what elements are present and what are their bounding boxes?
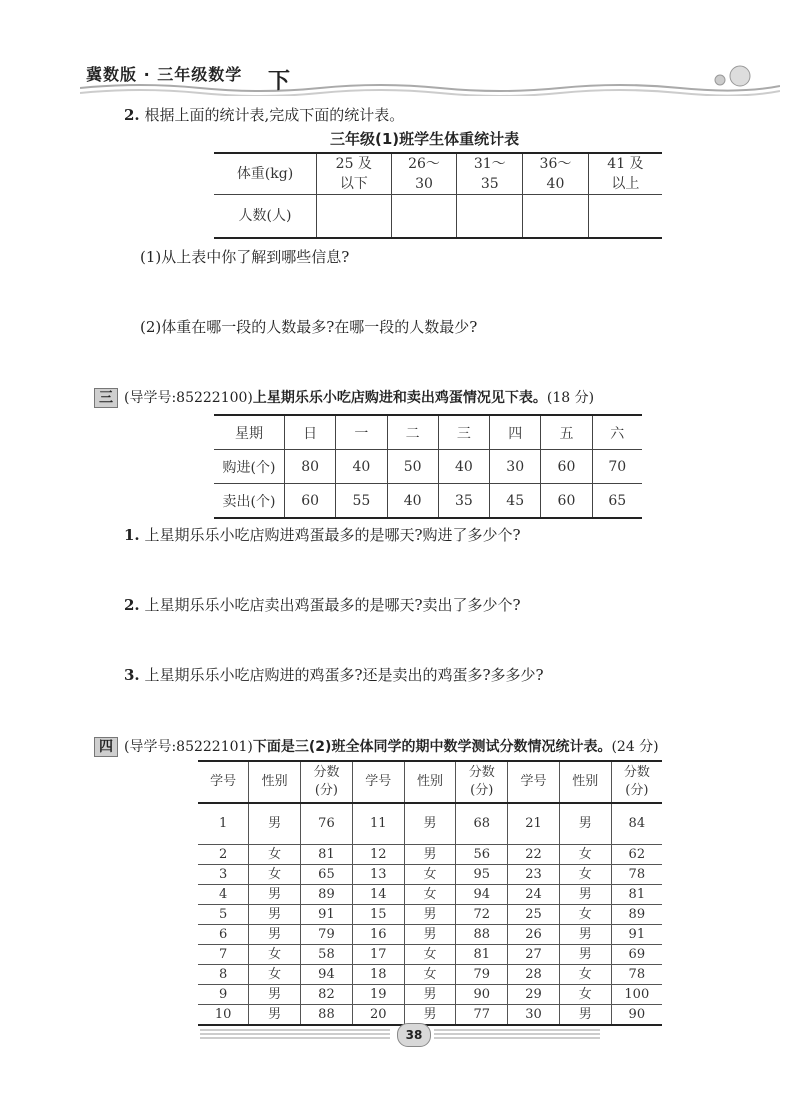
egg-cell: 40 bbox=[438, 450, 489, 484]
score-row bbox=[198, 945, 662, 965]
header-volume: 下 bbox=[268, 69, 291, 94]
sec3-heading bbox=[94, 387, 594, 408]
egg-cell: 30 bbox=[490, 450, 541, 484]
score-header-row bbox=[198, 761, 662, 803]
range-bottom: 以上 bbox=[611, 176, 640, 192]
score-cell: 90 bbox=[456, 985, 508, 1005]
score-cell: 18 bbox=[352, 965, 404, 985]
score-cell: 男 bbox=[404, 845, 456, 865]
egg-header-row bbox=[214, 415, 642, 450]
score-cell: 15 bbox=[352, 905, 404, 925]
sec3-guide: (导学号:85222100) bbox=[124, 390, 253, 406]
score-cell: 男 bbox=[559, 925, 611, 945]
score-row bbox=[198, 925, 662, 945]
score-cell: 20 bbox=[352, 1005, 404, 1026]
score-header-cell bbox=[456, 761, 508, 803]
sec3-q1-number: 1. bbox=[124, 526, 140, 544]
q2-number: 2. bbox=[124, 106, 140, 124]
score-row bbox=[198, 865, 662, 885]
score-row bbox=[198, 965, 662, 985]
score-cell: 男 bbox=[249, 885, 301, 905]
count-blank[interactable] bbox=[523, 195, 589, 239]
score-cell: 21 bbox=[508, 803, 560, 845]
sec3-score: (18 分) bbox=[546, 390, 595, 406]
count-label: 人数(人) bbox=[214, 195, 317, 239]
egg-header-cell: 五 bbox=[541, 415, 592, 450]
score-row bbox=[198, 885, 662, 905]
score-cell: 男 bbox=[559, 803, 611, 845]
score-cell: 12 bbox=[352, 845, 404, 865]
page-number: 38 bbox=[397, 1023, 431, 1047]
score-cell: 男 bbox=[404, 905, 456, 925]
score-cell: 19 bbox=[352, 985, 404, 1005]
score-cell: 94 bbox=[301, 965, 353, 985]
egg-cell: 65 bbox=[592, 484, 642, 519]
sec4-guide: (导学号:85222101) bbox=[124, 739, 253, 755]
score-cell: 69 bbox=[611, 945, 662, 965]
q2-sub1: (1)从上表中你了解到哪些信息? bbox=[140, 248, 350, 266]
range-cell bbox=[391, 153, 457, 195]
score-cell: 14 bbox=[352, 885, 404, 905]
sec3-badge: 三 bbox=[94, 388, 118, 408]
score-cell: 男 bbox=[404, 985, 456, 1005]
score-cell: 17 bbox=[352, 945, 404, 965]
egg-cell: 70 bbox=[592, 450, 642, 484]
score-cell: 25 bbox=[508, 905, 560, 925]
egg-cell: 35 bbox=[438, 484, 489, 519]
range-bottom: 35 bbox=[480, 176, 499, 192]
score-cell: 89 bbox=[301, 885, 353, 905]
score-cell: 81 bbox=[611, 885, 662, 905]
range-top: 31～ bbox=[473, 156, 506, 172]
score-cell: 女 bbox=[249, 865, 301, 885]
score-cell: 90 bbox=[611, 1005, 662, 1026]
range-top: 25 及 bbox=[335, 156, 372, 172]
egg-header-cell: 一 bbox=[336, 415, 387, 450]
score-cell: 62 bbox=[611, 845, 662, 865]
q2-text: 根据上面的统计表,完成下面的统计表。 bbox=[144, 106, 405, 124]
score-cell: 88 bbox=[301, 1005, 353, 1026]
score-cell: 1 bbox=[198, 803, 249, 845]
score-table bbox=[198, 760, 662, 1026]
score-cell: 男 bbox=[249, 985, 301, 1005]
score-cell: 女 bbox=[249, 965, 301, 985]
egg-row-bought bbox=[214, 450, 642, 484]
score-row bbox=[198, 985, 662, 1005]
score-cell: 女 bbox=[559, 965, 611, 985]
count-row bbox=[214, 195, 662, 239]
score-cell: 56 bbox=[456, 845, 508, 865]
weight-row bbox=[214, 153, 662, 195]
score-body bbox=[198, 803, 662, 1025]
sec3-q3-number: 3. bbox=[124, 666, 140, 684]
score-header-unit: (分) bbox=[314, 783, 339, 798]
score-cell: 72 bbox=[456, 905, 508, 925]
score-cell: 女 bbox=[559, 985, 611, 1005]
egg-row-sold bbox=[214, 484, 642, 519]
score-cell: 4 bbox=[198, 885, 249, 905]
score-header-cell: 学号 bbox=[352, 761, 404, 803]
egg-cell: 40 bbox=[336, 450, 387, 484]
count-blank[interactable] bbox=[317, 195, 392, 239]
score-cell: 23 bbox=[508, 865, 560, 885]
score-cell: 女 bbox=[559, 865, 611, 885]
score-header-cell bbox=[611, 761, 662, 803]
score-header-top: 分数 bbox=[468, 765, 495, 780]
score-cell: 女 bbox=[559, 905, 611, 925]
score-header-cell: 性别 bbox=[559, 761, 611, 803]
score-cell: 6 bbox=[198, 925, 249, 945]
count-blank[interactable] bbox=[588, 195, 662, 239]
score-cell: 88 bbox=[456, 925, 508, 945]
score-header-cell: 性别 bbox=[404, 761, 456, 803]
egg-cell: 60 bbox=[541, 484, 592, 519]
score-cell: 3 bbox=[198, 865, 249, 885]
egg-cell: 50 bbox=[387, 450, 438, 484]
score-cell: 5 bbox=[198, 905, 249, 925]
score-cell: 29 bbox=[508, 985, 560, 1005]
score-header-cell: 性别 bbox=[249, 761, 301, 803]
score-cell: 26 bbox=[508, 925, 560, 945]
range-cell bbox=[588, 153, 662, 195]
score-cell: 68 bbox=[456, 803, 508, 845]
score-cell: 女 bbox=[404, 965, 456, 985]
egg-header-cell: 六 bbox=[592, 415, 642, 450]
score-header-unit: (分) bbox=[625, 783, 649, 798]
score-cell: 91 bbox=[301, 905, 353, 925]
sec3-q2 bbox=[124, 594, 521, 615]
sec3-q2-text: 上星期乐乐小吃店卖出鸡蛋最多的是哪天?卖出了多少个? bbox=[144, 596, 521, 614]
sec3-q3-text: 上星期乐乐小吃店购进的鸡蛋多?还是卖出的鸡蛋多?多多少? bbox=[144, 666, 544, 684]
count-blank[interactable] bbox=[391, 195, 457, 239]
score-cell: 13 bbox=[352, 865, 404, 885]
score-header-cell: 学号 bbox=[198, 761, 249, 803]
score-cell: 24 bbox=[508, 885, 560, 905]
score-cell: 7 bbox=[198, 945, 249, 965]
score-row bbox=[198, 845, 662, 865]
egg-cell: 60 bbox=[541, 450, 592, 484]
egg-cell: 40 bbox=[387, 484, 438, 519]
sec4-score: (24 分) bbox=[611, 739, 659, 755]
score-cell: 58 bbox=[301, 945, 353, 965]
range-top: 26～ bbox=[408, 156, 440, 172]
sec3-text: 上星期乐乐小吃店购进和卖出鸡蛋情况见下表。 bbox=[252, 390, 547, 406]
range-cell bbox=[317, 153, 392, 195]
score-cell: 男 bbox=[249, 905, 301, 925]
sec4-text: 下面是三(2)班全体同学的期中数学测试分数情况统计表。 bbox=[252, 739, 612, 755]
score-header-top: 分数 bbox=[623, 765, 650, 780]
sec3-q1-text: 上星期乐乐小吃店购进鸡蛋最多的是哪天?购进了多少个? bbox=[144, 526, 521, 544]
score-cell: 女 bbox=[559, 845, 611, 865]
egg-cell: 60 bbox=[285, 484, 336, 519]
score-cell: 男 bbox=[404, 1005, 456, 1026]
range-cell bbox=[457, 153, 523, 195]
score-cell: 100 bbox=[611, 985, 662, 1005]
score-row bbox=[198, 1005, 662, 1026]
score-cell: 82 bbox=[301, 985, 353, 1005]
weight-table bbox=[214, 152, 662, 239]
score-cell: 男 bbox=[249, 803, 301, 845]
score-cell: 30 bbox=[508, 1005, 560, 1026]
range-cell bbox=[523, 153, 589, 195]
score-cell: 91 bbox=[611, 925, 662, 945]
egg-header-cell: 星期 bbox=[214, 415, 285, 450]
egg-table bbox=[214, 414, 642, 519]
range-top: 36～ bbox=[539, 156, 572, 172]
score-cell: 女 bbox=[404, 865, 456, 885]
score-cell: 94 bbox=[456, 885, 508, 905]
range-bottom: 以下 bbox=[339, 176, 368, 192]
score-cell: 95 bbox=[456, 865, 508, 885]
score-cell: 男 bbox=[249, 1005, 301, 1026]
q2-sub2: (2)体重在哪一段的人数最多?在哪一段的人数最少? bbox=[140, 318, 478, 336]
score-header-cell bbox=[301, 761, 353, 803]
score-header-top: 分数 bbox=[313, 765, 340, 780]
egg-header-cell: 四 bbox=[490, 415, 541, 450]
score-cell: 27 bbox=[508, 945, 560, 965]
header-title: 冀数版 · 三年级数学 bbox=[86, 65, 243, 84]
score-cell: 65 bbox=[301, 865, 353, 885]
range-top: 41 及 bbox=[607, 156, 644, 172]
egg-cell: 卖出(个) bbox=[214, 484, 285, 519]
score-cell: 2 bbox=[198, 845, 249, 865]
score-cell: 76 bbox=[301, 803, 353, 845]
sec4-heading bbox=[94, 736, 659, 757]
egg-header-cell: 日 bbox=[285, 415, 336, 450]
egg-cell: 55 bbox=[336, 484, 387, 519]
score-cell: 男 bbox=[404, 925, 456, 945]
q2-line bbox=[124, 104, 404, 125]
score-cell: 28 bbox=[508, 965, 560, 985]
score-cell: 78 bbox=[611, 865, 662, 885]
score-cell: 84 bbox=[611, 803, 662, 845]
score-cell: 79 bbox=[301, 925, 353, 945]
score-cell: 81 bbox=[301, 845, 353, 865]
score-row bbox=[198, 803, 662, 845]
score-cell: 女 bbox=[249, 845, 301, 865]
score-cell: 79 bbox=[456, 965, 508, 985]
score-cell: 16 bbox=[352, 925, 404, 945]
egg-header-cell: 二 bbox=[387, 415, 438, 450]
sec3-q3 bbox=[124, 664, 544, 685]
score-cell: 9 bbox=[198, 985, 249, 1005]
egg-header-cell: 三 bbox=[438, 415, 489, 450]
score-cell: 11 bbox=[352, 803, 404, 845]
range-bottom: 40 bbox=[546, 176, 565, 192]
score-cell: 男 bbox=[404, 803, 456, 845]
weight-table-title: 三年级(1)班学生体重统计表 bbox=[330, 130, 520, 148]
sec3-q1 bbox=[124, 524, 521, 545]
count-blank[interactable] bbox=[457, 195, 523, 239]
score-header-unit: (分) bbox=[470, 783, 494, 798]
egg-cell: 80 bbox=[285, 450, 336, 484]
score-cell: 77 bbox=[456, 1005, 508, 1026]
score-cell: 81 bbox=[456, 945, 508, 965]
score-cell: 22 bbox=[508, 845, 560, 865]
sec3-q2-number: 2. bbox=[124, 596, 140, 614]
score-cell: 8 bbox=[198, 965, 249, 985]
sec4-badge: 四 bbox=[94, 737, 118, 757]
score-cell: 女 bbox=[249, 945, 301, 965]
score-cell: 78 bbox=[611, 965, 662, 985]
range-bottom: 30 bbox=[415, 176, 433, 192]
score-header-cell: 学号 bbox=[508, 761, 560, 803]
score-cell: 10 bbox=[198, 1005, 249, 1026]
score-cell: 男 bbox=[559, 1005, 611, 1026]
score-cell: 女 bbox=[404, 885, 456, 905]
score-cell: 女 bbox=[404, 945, 456, 965]
egg-cell: 购进(个) bbox=[214, 450, 285, 484]
egg-cell: 45 bbox=[490, 484, 541, 519]
score-cell: 男 bbox=[559, 945, 611, 965]
weight-label: 体重(kg) bbox=[214, 153, 317, 195]
score-cell: 男 bbox=[249, 925, 301, 945]
score-cell: 男 bbox=[559, 885, 611, 905]
score-row bbox=[198, 905, 662, 925]
score-cell: 89 bbox=[611, 905, 662, 925]
